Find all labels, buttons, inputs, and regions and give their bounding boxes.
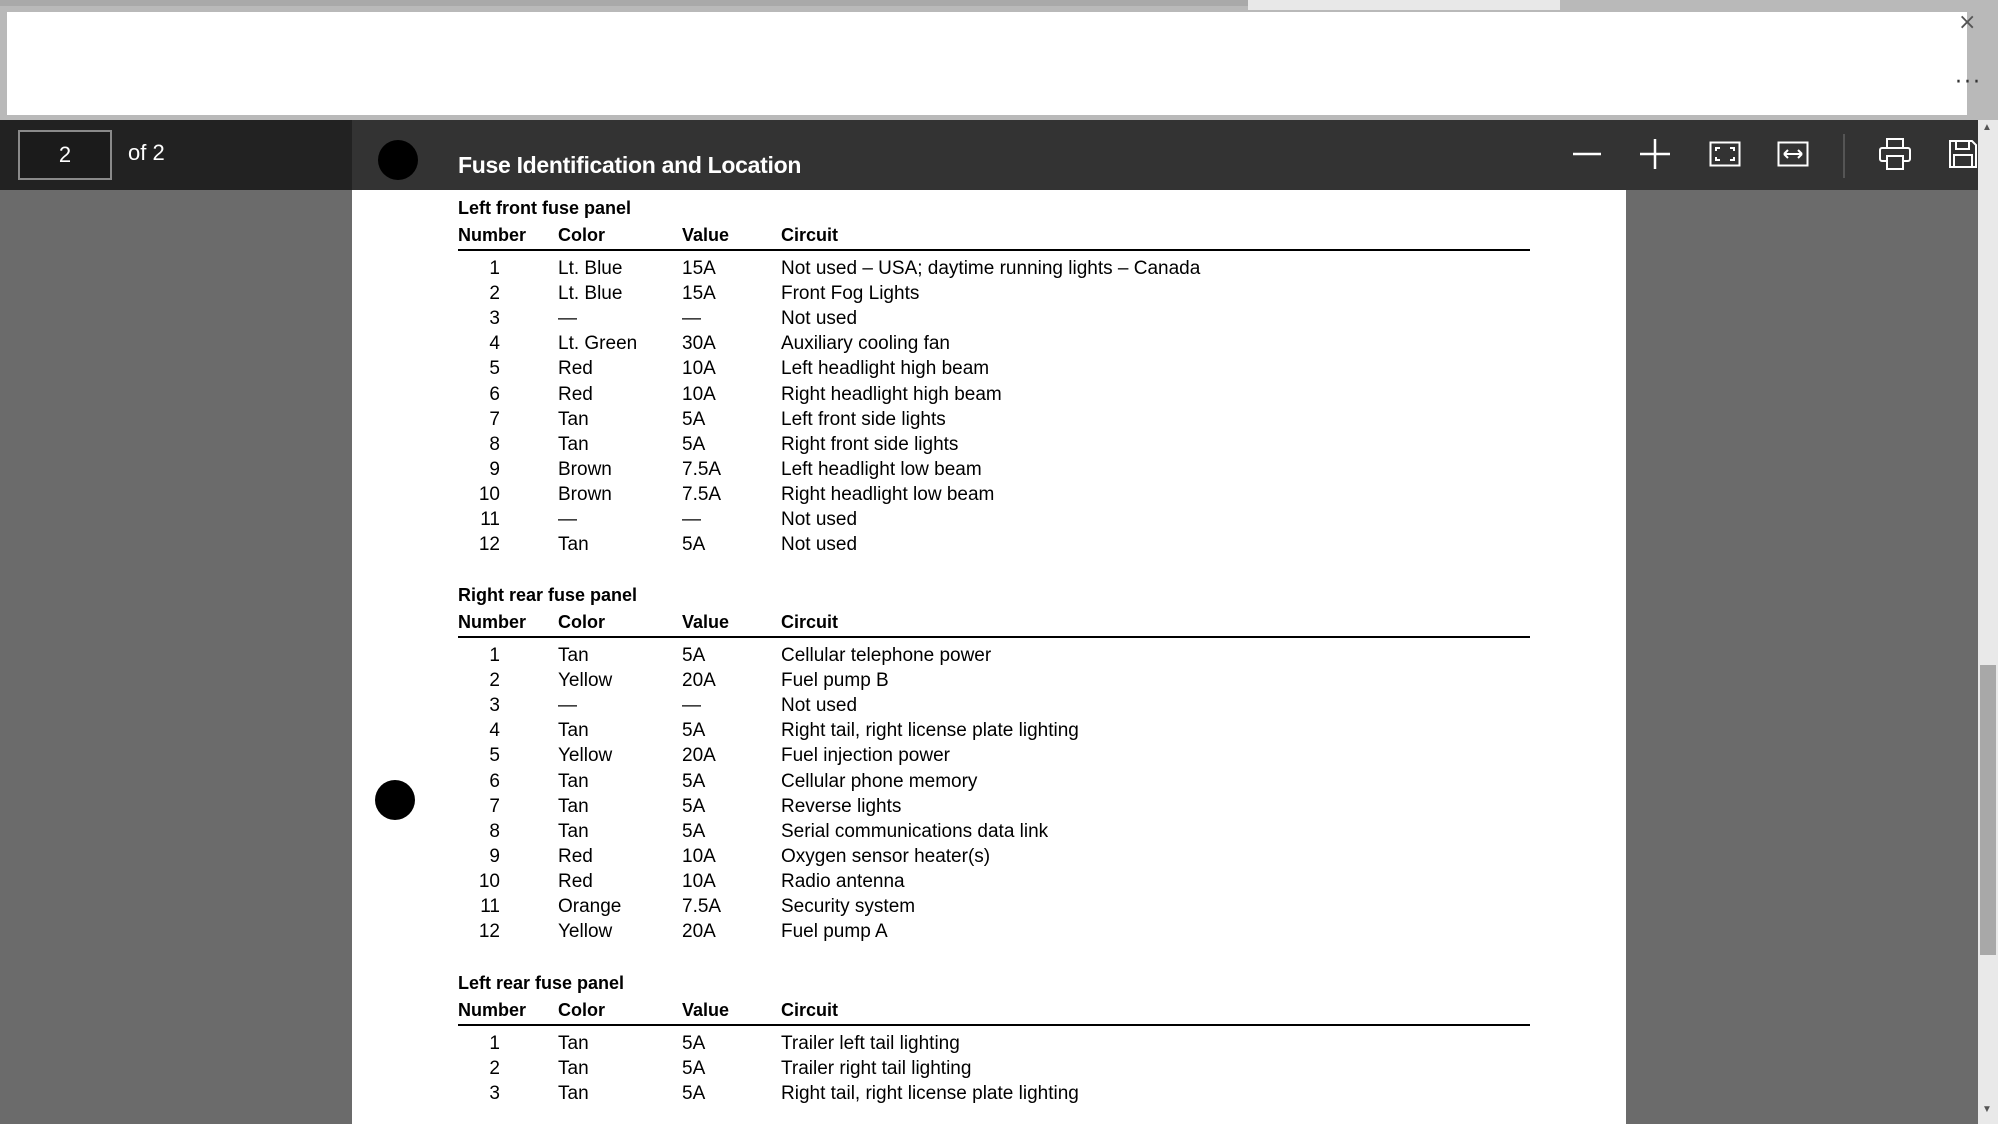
fuse-value: 5A [682,645,706,666]
table-row [458,821,1530,846]
fuse-circuit: Front Fog Lights [781,283,920,305]
fuse-number: 11 [480,896,500,917]
fuse-color: Lt. Green [558,333,638,355]
table-row [458,1033,1530,1058]
vertical-scrollbar[interactable] [1978,120,1998,1124]
fuse-circuit: Cellular phone memory [781,770,978,792]
table-row [458,509,1530,534]
table-row [458,695,1530,720]
column-header-color: Color [558,612,605,632]
fuse-value: — [682,509,701,530]
fuse-value: 5A [682,795,706,817]
fuse-circuit: Not used – USA; daytime running lights – Canada [781,258,1201,279]
fuse-color: Tan [558,408,589,430]
fuse-number: 12 [478,534,500,556]
table-row [458,1058,1530,1083]
fuse-color: — [558,509,577,530]
table-row [458,434,1530,459]
table-row [458,534,1530,559]
column-header-value: Value [682,612,730,632]
table-row [458,796,1530,821]
zoom-out-button[interactable] [1559,126,1615,182]
column-header-circuit: Circuit [781,612,839,632]
table-row [458,384,1530,409]
column-header-number: Number [458,225,527,245]
fuse-number: 2 [489,1058,500,1080]
fuse-value: 5A [682,720,706,742]
fuse-circuit: Fuel injection power [781,745,950,767]
fuse-number: 5 [489,745,500,767]
fuse-circuit: Right tail, right license plate lighting [781,1083,1079,1105]
table-header [458,1000,1530,1026]
fuse-color: Yellow [558,670,613,692]
fuse-value: 5A [682,820,706,842]
fuse-number: 4 [489,333,500,355]
column-header-value: Value [682,1000,730,1020]
fuse-value: 5A [682,1033,706,1054]
table-row [458,484,1530,509]
address-area [7,12,1967,115]
table-row [458,283,1530,308]
fuse-color: Brown [558,483,612,505]
fuse-number: 10 [478,870,500,892]
fuse-circuit: Auxiliary cooling fan [781,333,950,355]
fuse-circuit: Fuel pump A [781,921,888,943]
fuse-number: 6 [489,770,500,792]
scroll-up-icon[interactable]: ▲ [1982,122,1992,133]
table-row [458,896,1530,921]
table-row [458,459,1530,484]
browser-chrome [0,0,1998,120]
fuse-value: 30A [682,333,716,355]
table-row [458,333,1530,358]
fuse-circuit: Trailer left tail lighting [781,1033,960,1054]
fuse-value: 10A [682,870,716,892]
fit-width-icon [1777,141,1809,167]
table-row [458,409,1530,434]
fuse-color: Tan [558,1033,589,1054]
table-header [458,225,1530,251]
fuse-value: 10A [682,845,716,867]
fuse-color: — [558,308,577,330]
fuse-circuit: Right tail, right license plate lighting [781,720,1079,742]
fuse-number: 12 [478,921,500,943]
fuse-number: 6 [489,383,500,405]
tab-strip-gap [1248,0,1560,10]
fuse-value: — [682,695,701,717]
table-row [458,1083,1530,1108]
fuse-number: 2 [489,670,500,692]
pdf-toolbar [0,120,1998,190]
fuse-color: Tan [558,720,589,742]
fuse-number: 9 [489,458,500,480]
fuse-circuit: Not used [781,695,858,717]
fuse-value: 5A [682,534,706,556]
fuse-number: 8 [489,820,500,842]
fuse-value: 15A [682,258,716,279]
fuse-color: Lt. Blue [558,283,623,305]
close-icon[interactable]: × [1958,10,1977,35]
more-options-icon[interactable]: ··· [1955,70,1982,95]
fuse-value: — [682,308,701,330]
table-row [458,358,1530,383]
column-header-circuit: Circuit [781,1000,839,1020]
fuse-value: 20A [682,921,716,943]
column-header-circuit: Circuit [781,225,839,245]
binder-hole [378,140,418,180]
fuse-color: Red [558,845,593,867]
fuse-number: 7 [489,795,500,817]
fuse-circuit: Reverse lights [781,795,902,817]
fuse-color: Tan [558,770,589,792]
fuse-circuit: Left headlight high beam [781,358,990,380]
fuse-circuit: Left headlight low beam [781,458,982,480]
fuse-circuit: Not used [781,534,858,556]
fuse-circuit: Trailer right tail lighting [781,1058,972,1080]
table-row [458,670,1530,695]
fuse-value: 15A [682,283,716,305]
fuse-number: 1 [489,645,500,666]
fuse-number: 10 [478,483,500,505]
fuse-number: 2 [489,283,500,305]
fuse-value: 7.5A [682,458,722,480]
fuse-number: 7 [489,408,500,430]
fuse-circuit: Cellular telephone power [781,645,992,666]
fuse-color: Tan [558,433,589,455]
page-number-input[interactable]: 2 [18,130,112,180]
fuse-circuit: Right headlight low beam [781,483,995,505]
fuse-circuit: Left front side lights [781,408,946,430]
fuse-value: 20A [682,745,716,767]
fuse-value: 10A [682,383,716,405]
fuse-color: Red [558,358,593,380]
fuse-number: 1 [489,1033,500,1054]
binder-hole [375,780,415,820]
fuse-color: Tan [558,1058,589,1080]
fuse-value: 7.5A [682,483,722,505]
fuse-color: Tan [558,795,589,817]
zoom-in-button[interactable] [1627,126,1683,182]
fuse-color: Tan [558,645,589,666]
fuse-circuit: Right headlight high beam [781,383,1002,405]
fuse-value: 5A [682,408,706,430]
fuse-color: — [558,695,577,717]
table-row [458,720,1530,745]
fuse-value: 5A [682,1058,706,1080]
fuse-color: Red [558,870,593,892]
fuse-number: 8 [489,433,500,455]
fuse-circuit: Radio antenna [781,870,905,892]
fuse-value: 5A [682,1083,706,1105]
fit-page-icon [1709,141,1741,167]
fit-page-button[interactable] [1697,126,1753,182]
fuse-number: 5 [489,358,500,380]
section-title: Left rear fuse panel [458,973,625,993]
printer-icon [1878,137,1912,171]
fuse-color: Tan [558,534,589,556]
fit-width-button[interactable] [1765,126,1821,182]
fuse-color: Tan [558,820,589,842]
tab-strip [0,0,1248,6]
page-count-label: of 2 [128,140,165,165]
fuse-value: 10A [682,358,716,380]
plus-icon [1638,137,1672,171]
column-header-color: Color [558,225,605,245]
table-row [458,921,1530,946]
print-button[interactable] [1867,126,1923,182]
fuse-color: Lt. Blue [558,258,623,279]
fuse-circuit: Security system [781,896,916,917]
scroll-down-icon[interactable]: ▼ [1982,1104,1992,1115]
fuse-color: Yellow [558,745,613,767]
table-row [458,745,1530,770]
fuse-circuit: Serial communications data link [781,820,1049,842]
table-header [458,612,1530,638]
page-navigation [0,120,352,190]
fuse-color: Orange [558,896,622,917]
column-header-color: Color [558,1000,605,1020]
fuse-number: 1 [489,258,500,279]
minus-icon [1571,138,1603,170]
save-icon [1948,139,1978,169]
table-row [458,645,1530,670]
scroll-thumb[interactable] [1980,665,1996,955]
toolbar-separator [1843,134,1845,178]
fuse-number: 9 [489,845,500,867]
fuse-color: Yellow [558,921,613,943]
fuse-value: 5A [682,433,706,455]
fuse-number: 3 [489,695,500,717]
table-row [458,771,1530,796]
column-header-number: Number [458,1000,527,1020]
table-row [458,308,1530,333]
table-row [458,258,1530,283]
column-header-value: Value [682,225,730,245]
fuse-color: Tan [558,1083,589,1105]
fuse-value: 20A [682,670,716,692]
fuse-color: Red [558,383,593,405]
fuse-number: 3 [489,1083,500,1105]
section-title: Left front fuse panel [458,198,632,218]
table-row [458,871,1530,896]
fuse-circuit: Right front side lights [781,433,959,455]
fuse-value: 5A [682,770,706,792]
fuse-color: Brown [558,458,612,480]
fuse-circuit: Not used [781,509,858,530]
page-title: Fuse Identification and Location [458,152,802,178]
fuse-circuit: Oxygen sensor heater(s) [781,845,991,867]
fuse-number: 4 [489,720,500,742]
fuse-circuit: Not used [781,308,858,330]
fuse-circuit: Fuel pump B [781,670,889,692]
fuse-value: 7.5A [682,896,722,917]
fuse-number: 3 [489,308,500,330]
section-title: Right rear fuse panel [458,585,638,605]
fuse-number: 11 [480,509,500,530]
column-header-number: Number [458,612,527,632]
table-row [458,846,1530,871]
